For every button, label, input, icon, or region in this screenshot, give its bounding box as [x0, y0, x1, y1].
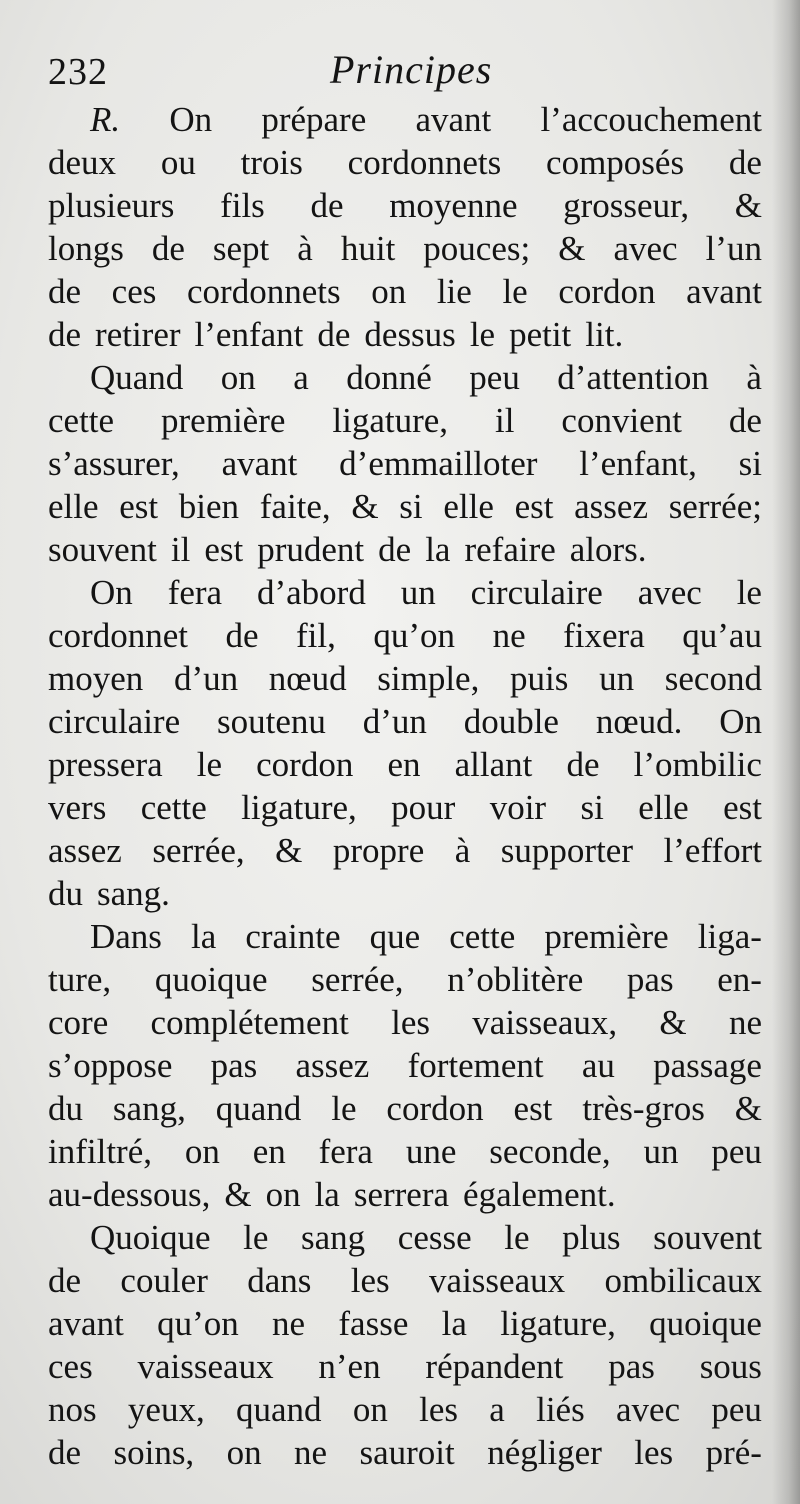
text-line [48, 1259, 762, 1302]
word: première [544, 917, 669, 956]
word: d’abord [256, 573, 366, 612]
word: longs [48, 229, 124, 268]
word: fils [220, 186, 265, 225]
word: de [310, 186, 344, 225]
word: retirer [95, 315, 181, 354]
word: avant [686, 272, 762, 311]
word: les [634, 1433, 674, 1472]
word: on [352, 1390, 388, 1429]
word: moyen [48, 659, 144, 698]
word: ces [111, 272, 157, 311]
word: trois [240, 143, 303, 182]
word: un [400, 573, 436, 612]
word: ces [48, 1347, 93, 1386]
word: le [504, 1218, 530, 1257]
word: propre [332, 831, 425, 870]
word: pas [608, 1347, 655, 1386]
text-line [48, 227, 762, 270]
word: les [391, 1003, 430, 1042]
word: très-gros [582, 1089, 705, 1128]
word: il [170, 530, 191, 569]
text-line [48, 872, 762, 915]
word: le [196, 745, 223, 784]
word: lit. [585, 315, 624, 354]
word: le [243, 1218, 269, 1257]
word: fixera [563, 616, 645, 655]
text-line [48, 829, 762, 872]
word: du [48, 1089, 83, 1128]
word: & [659, 1003, 687, 1042]
word: le [469, 315, 496, 354]
word: pré- [705, 1433, 762, 1472]
word: passage [653, 1046, 762, 1085]
word: on [265, 1175, 301, 1214]
word: la [441, 1304, 467, 1343]
word: alors. [569, 530, 647, 569]
word: d’un [362, 702, 427, 741]
word: soutenu [216, 702, 326, 741]
text-line [48, 184, 762, 227]
word: prudent [257, 530, 365, 569]
word: ne [728, 1003, 762, 1042]
word: à [297, 229, 313, 268]
word: circulaire [470, 573, 603, 612]
word: quoique [649, 1304, 762, 1343]
word: d’un [173, 659, 239, 698]
word: On [90, 573, 133, 612]
word: couler [120, 1261, 208, 1300]
word: fera [318, 1132, 373, 1171]
word: de [378, 530, 412, 569]
word: l’effort [663, 831, 762, 870]
word: une [405, 1132, 457, 1171]
word: serrée, [152, 831, 245, 870]
word: de [48, 272, 82, 311]
word: crainte [245, 917, 341, 956]
word: & [734, 186, 762, 225]
word: en- [717, 960, 762, 999]
text-line [48, 1216, 762, 1259]
word: puis [510, 659, 569, 698]
text-line [48, 1431, 762, 1474]
word: vaisseaux, [472, 1003, 618, 1042]
word: plus [562, 1218, 621, 1257]
text-line [48, 571, 762, 614]
word: sang, [112, 1089, 186, 1128]
word: avec [613, 229, 678, 268]
word: Quand [90, 358, 184, 397]
word: qu’on [373, 616, 456, 655]
word: pouces; [423, 229, 531, 268]
word: si [580, 788, 604, 827]
text-line [48, 98, 762, 141]
word: refaire [464, 530, 556, 569]
text-line [48, 141, 762, 184]
word: petit [509, 315, 572, 354]
word: de [728, 143, 762, 182]
word: Dans [90, 917, 162, 956]
text-line [48, 1044, 762, 1087]
word: a [489, 1390, 505, 1429]
word: le [502, 272, 528, 311]
word: qu’on [157, 1304, 239, 1343]
word: si [738, 444, 762, 483]
word: convient [561, 401, 682, 440]
word: pour [391, 788, 456, 827]
word: de [48, 1261, 82, 1300]
word: l’un [705, 229, 762, 268]
word: bien [178, 487, 240, 526]
word: avant [415, 100, 492, 139]
word: ligature, [241, 788, 357, 827]
text-line [48, 786, 762, 829]
word: d’attention [557, 358, 709, 397]
word: cette [449, 917, 516, 956]
word: dans [247, 1261, 312, 1300]
word: de [728, 401, 762, 440]
word: moyenne [389, 186, 518, 225]
word: core [48, 1003, 109, 1042]
word: ligature, [332, 401, 449, 440]
word: elle [443, 487, 494, 526]
word: quand [215, 1089, 302, 1128]
word: huit [340, 229, 396, 268]
word: est [204, 530, 244, 569]
word: au-dessous, [48, 1175, 211, 1214]
word: à [454, 831, 471, 870]
text-line [48, 1173, 762, 1216]
word: en [387, 745, 421, 784]
word: dessus [364, 315, 456, 354]
text-line [48, 700, 762, 743]
word: l’accouchement [540, 100, 762, 139]
word: souvent [48, 530, 157, 569]
word: donné [346, 358, 432, 397]
word: plusieurs [48, 186, 175, 225]
word: de [225, 616, 259, 655]
word: sept [212, 229, 270, 268]
word: on [371, 272, 407, 311]
text-line [48, 399, 762, 442]
word: ombilicaux [604, 1261, 762, 1300]
word: & [734, 1089, 762, 1128]
word: sang. [97, 874, 170, 913]
text-line [48, 958, 762, 1001]
word: on [226, 1433, 262, 1472]
word: ligature, [500, 1304, 616, 1343]
text-line [48, 1001, 762, 1044]
word: un [599, 659, 635, 698]
word: quoique [154, 960, 268, 999]
word: yeux, [127, 1390, 205, 1429]
text-line [48, 442, 762, 485]
word: prépare [261, 100, 367, 139]
word: en [252, 1132, 286, 1171]
word: assez [295, 1046, 370, 1085]
text-line [48, 270, 762, 313]
word: circulaire [48, 702, 181, 741]
word: répandent [425, 1347, 564, 1386]
word: cordon [256, 745, 354, 784]
word: il [495, 401, 515, 440]
word: infiltré, [48, 1132, 152, 1171]
word: nœud. [595, 702, 683, 741]
word: les [419, 1390, 458, 1429]
word: également. [463, 1175, 616, 1214]
word: soins, [113, 1433, 195, 1472]
word: composés [546, 143, 685, 182]
word: elle [48, 487, 99, 526]
word: s’oppose [48, 1046, 173, 1085]
page-edge-shadow [772, 0, 800, 1504]
body-text [48, 98, 762, 1474]
word: sous [699, 1347, 762, 1386]
running-title: Principes [330, 47, 493, 92]
word: cordon [558, 272, 656, 311]
word: cordonnet [48, 616, 188, 655]
word: n’oblitère [447, 960, 584, 999]
word: que [369, 917, 421, 956]
word: nos [48, 1390, 97, 1429]
word: lie [436, 272, 472, 311]
word: avant [48, 1304, 124, 1343]
word: elle [638, 788, 689, 827]
word: fil, [296, 616, 336, 655]
word: ne [272, 1304, 306, 1343]
word: avec [615, 1390, 681, 1429]
word: est [514, 487, 554, 526]
word: n’en [318, 1347, 381, 1386]
word: ture, [48, 960, 112, 999]
word: & [558, 229, 586, 268]
word: cette [140, 788, 207, 827]
text-line [48, 743, 762, 786]
word: de [317, 315, 351, 354]
text-line [48, 528, 762, 571]
word: voir [489, 788, 547, 827]
word: peu [469, 358, 520, 397]
word: le [331, 1089, 357, 1128]
word: serrée, [311, 960, 404, 999]
word: fasse [338, 1304, 409, 1343]
word: le [736, 573, 762, 612]
word: est [513, 1089, 553, 1128]
word: fera [167, 573, 223, 612]
word: On [169, 100, 213, 139]
word: du [48, 874, 83, 913]
word: sauroit [359, 1433, 455, 1472]
word: ne [294, 1433, 328, 1472]
word: de [151, 229, 185, 268]
text-line [48, 1130, 762, 1173]
text-line [48, 485, 762, 528]
word: second [664, 659, 762, 698]
word: grosseur, [563, 186, 690, 225]
word: complétement [150, 1003, 349, 1042]
word: de [48, 315, 82, 354]
word: quand [235, 1390, 322, 1429]
word: cordonnets [187, 272, 341, 311]
word: liés [536, 1390, 585, 1429]
word: l’enfant, [579, 444, 697, 483]
text-line [48, 1087, 762, 1130]
word: deux [48, 143, 117, 182]
text-line [48, 356, 762, 399]
word: souvent [653, 1218, 762, 1257]
text-line [48, 313, 762, 356]
word: est [119, 487, 159, 526]
word: cesse [397, 1218, 472, 1257]
text-line [48, 915, 762, 958]
word: au [581, 1046, 615, 1085]
word: ou [160, 143, 196, 182]
word: nœud [268, 659, 347, 698]
word: peu [711, 1132, 762, 1171]
word: sang [301, 1218, 366, 1257]
word: la [314, 1175, 340, 1214]
word: Quoique [90, 1218, 211, 1257]
word: pressera [48, 745, 163, 784]
word: R. [90, 100, 121, 139]
word: serrée; [668, 487, 762, 526]
word: double [463, 702, 559, 741]
word: cette [48, 401, 115, 440]
word: on [184, 1132, 220, 1171]
word: simple, [377, 659, 480, 698]
word: & [224, 1175, 252, 1214]
word: peu [711, 1390, 762, 1429]
word: cordon [386, 1089, 484, 1128]
word: a [293, 358, 309, 397]
word: cordonnets [347, 143, 502, 182]
word: de [48, 1433, 82, 1472]
word: vaisseaux [429, 1261, 566, 1300]
word: les [350, 1261, 390, 1300]
text-line [48, 1388, 762, 1431]
text-line [48, 614, 762, 657]
word: avec [637, 573, 702, 612]
word: assez [574, 487, 648, 526]
word: qu’au [682, 616, 762, 655]
word: un [643, 1132, 679, 1171]
word: pas [210, 1046, 258, 1085]
word: On [719, 702, 762, 741]
word: la [425, 530, 451, 569]
word: de [566, 745, 600, 784]
word: d’emmailloter [339, 444, 538, 483]
word: l’ombilic [633, 745, 762, 784]
word: première [161, 401, 286, 440]
word: à [746, 358, 762, 397]
text-line [48, 1302, 762, 1345]
word: avant [221, 444, 298, 483]
word: négliger [487, 1433, 602, 1472]
word: liga- [697, 917, 762, 956]
word: vers [48, 788, 107, 827]
word: & [351, 487, 379, 526]
word: serrera [353, 1175, 450, 1214]
word: s’assurer, [48, 444, 180, 483]
page-header [48, 46, 748, 96]
word: allant [454, 745, 533, 784]
text-line [48, 657, 762, 700]
word: fortement [407, 1046, 544, 1085]
word: ne [492, 616, 526, 655]
text-line [48, 1345, 762, 1388]
word: supporter [500, 831, 633, 870]
word: faite, [259, 487, 331, 526]
word: est [723, 788, 762, 827]
word: on [220, 358, 256, 397]
word: & [275, 831, 303, 870]
word: vaisseaux [137, 1347, 274, 1386]
page-number: 232 [48, 51, 108, 93]
word: si [399, 487, 423, 526]
word: seconde, [489, 1132, 611, 1171]
word: l’enfant [194, 315, 304, 354]
word: assez [48, 831, 122, 870]
word: pas [626, 960, 674, 999]
word: la [191, 917, 217, 956]
